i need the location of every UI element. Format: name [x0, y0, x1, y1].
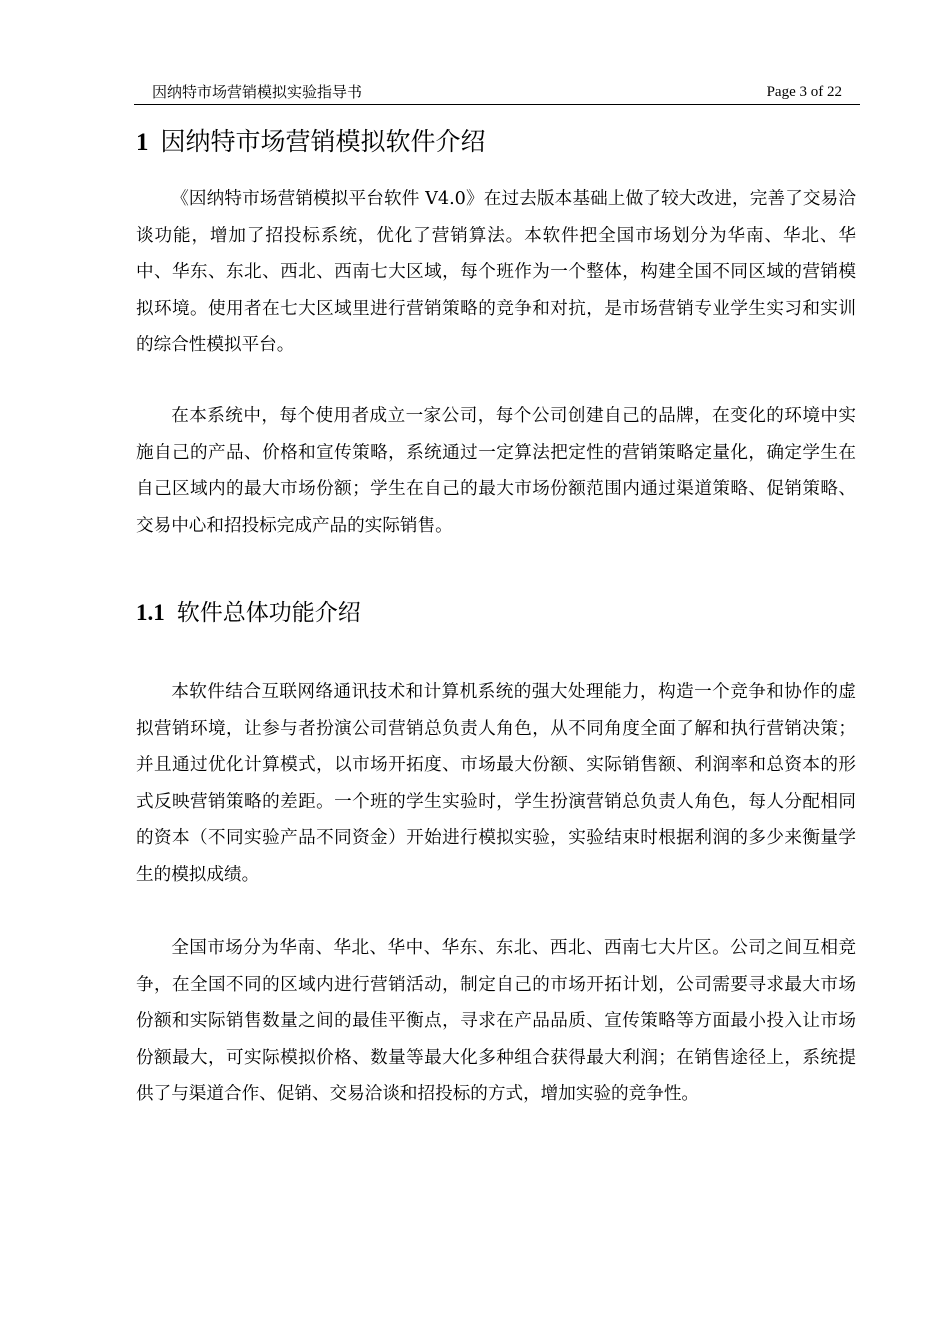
section-1-1-title: 软件总体功能介绍: [176, 600, 361, 626]
header-document-title: 因纳特市场营销模拟实验指导书: [152, 83, 363, 101]
page-header: [134, 80, 860, 105]
section-1-1-number: 1.1: [136, 600, 165, 625]
section-1-1-paragraph-2: 全国市场分为华南、华北、华中、华东、东北、西北、西南七大片区。公司之间互相竞争，在全国不同的区域内进行营销活动，制定自己的市场开拓计划，公司需要寻求最大市场份额和实际销售数量之间的最佳平衡点，寻求在产品品质、宣传策略等方面最小投入让市场份额最大，可实际模拟价格、数量等最大化多种组合获得最大利润；在销售途径上，系统提供了与渠道合作、促销、交易洽谈和招投标的方式，增加实验的竞争性。: [136, 938, 856, 1104]
section-1-paragraph-1: 《因纳特市场营销模拟平台软件 V4.0》在过去版本基础上做了较大改进，完善了交易洽谈功能，增加了招投标系统，优化了营销算法。本软件把全国市场划分为华南、华北、华中、华东、东北、西北、西南七大区域，每个班作为一个整体，构建全国不同区域的营销模拟环境。使用者在七大区域里进行营销策略的竞争和对抗，是市场营销专业学生实习和实训的综合性模拟平台。: [136, 189, 856, 355]
section-1-heading: [136, 124, 856, 161]
section-1-paragraph-2: 在本系统中，每个使用者成立一家公司，每个公司创建自己的品牌，在变化的环境中实施自己的产品、价格和宣传策略，系统通过一定算法把定性的营销策略定量化，确定学生在自己区域内的最大市场份额；学生在自己的最大市场份额范围内通过渠道策略、促销策略、交易中心和招投标完成产品的实际销售。: [136, 406, 856, 536]
header-page-number: Page 3 of 22: [766, 84, 842, 100]
section-1-1-heading: [136, 596, 856, 630]
section-1-number: 1: [136, 129, 149, 156]
section-1-title: 因纳特市场营销模拟软件介绍: [160, 127, 486, 156]
section-1-1-paragraph-1: 本软件结合互联网络通讯技术和计算机系统的强大处理能力，构造一个竞争和协作的虚拟营销环境，让参与者扮演公司营销总负责人角色，从不同角度全面了解和执行营销决策；并且通过优化计算模式，以市场开拓度、市场最大份额、实际销售额、利润率和总资本的形式反映营销策略的差距。一个班的学生实验时，学生扮演营销总负责人角色，每人分配相同的资本（不同实验产品不同资金）开始进行模拟实验，实验结束时根据利润的多少来衡量学生的模拟成绩。: [136, 682, 856, 885]
